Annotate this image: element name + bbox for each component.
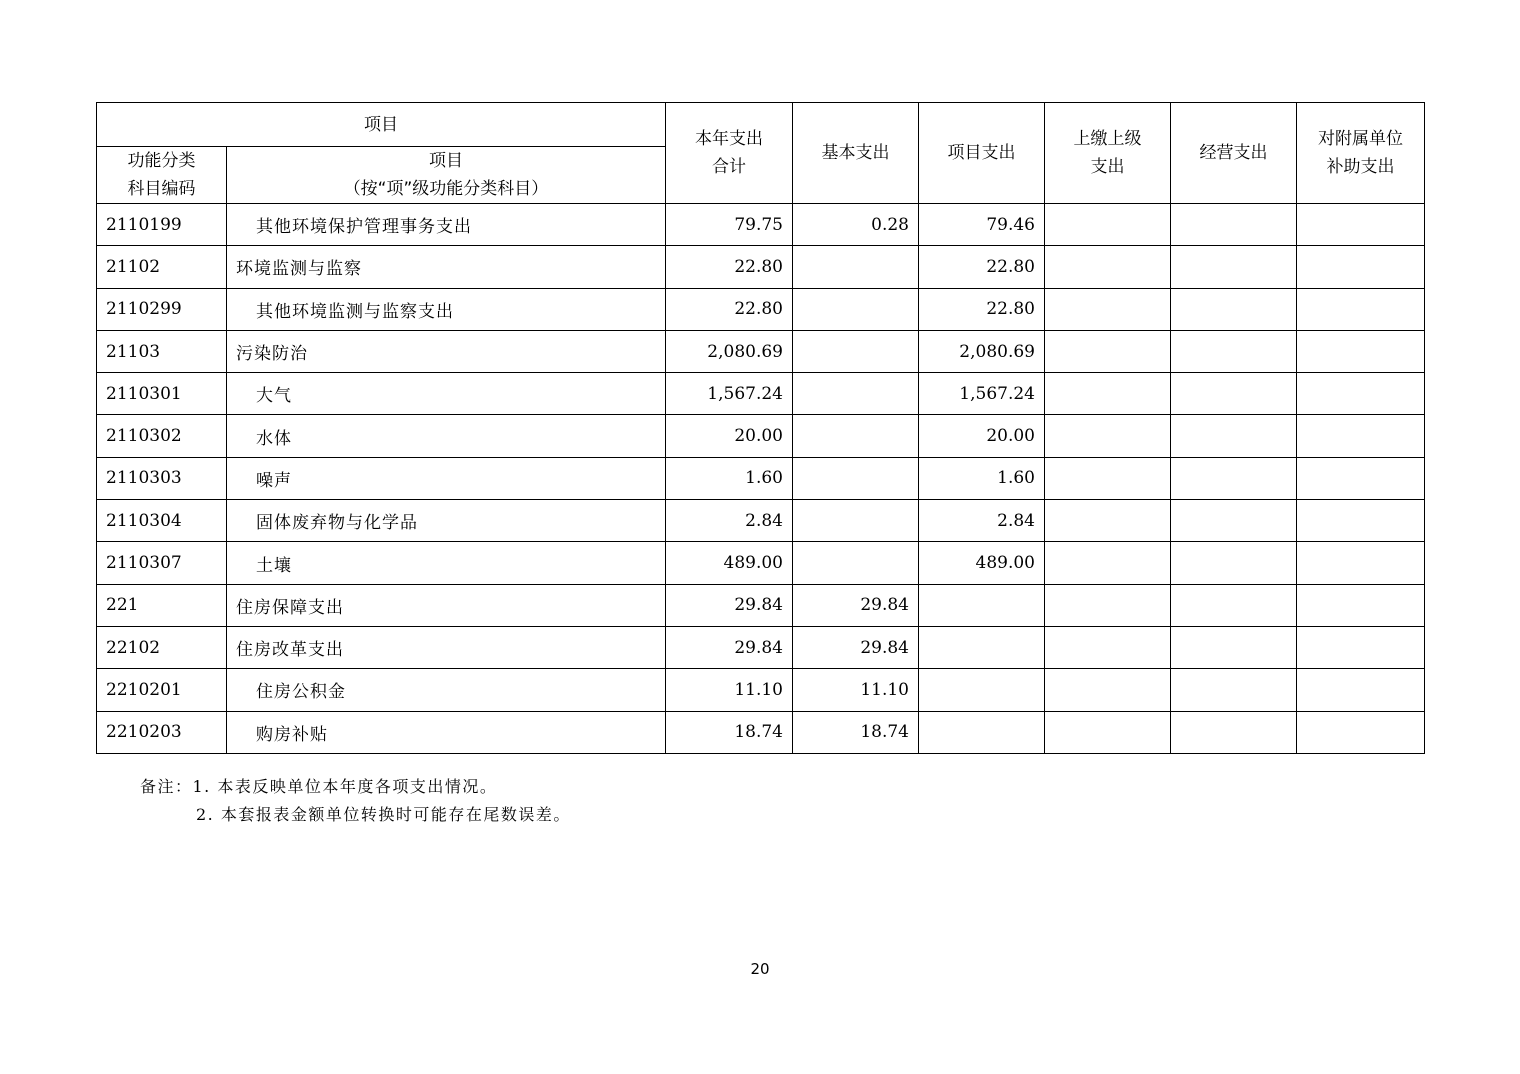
remark-line-1: 备注：1. 本表反映单位本年度各项支出情况。 bbox=[140, 777, 498, 796]
row-code: 2110307 bbox=[97, 542, 227, 584]
row-total: 18.74 bbox=[666, 711, 793, 753]
row-basic bbox=[793, 288, 919, 330]
row-upper bbox=[1045, 415, 1171, 457]
row-subsidy bbox=[1297, 500, 1425, 542]
header-basic: 基本支出 bbox=[793, 103, 919, 204]
row-business bbox=[1171, 457, 1297, 499]
header-project: 项目支出 bbox=[919, 103, 1045, 204]
row-business bbox=[1171, 669, 1297, 711]
row-subsidy bbox=[1297, 711, 1425, 753]
header-subsidy-line1: 对附属单位 bbox=[1318, 129, 1403, 149]
row-business bbox=[1171, 500, 1297, 542]
row-basic: 18.74 bbox=[793, 711, 919, 753]
row-project bbox=[919, 626, 1045, 668]
row-name: 住房改革支出 bbox=[227, 626, 666, 668]
page-number: 20 bbox=[750, 960, 770, 978]
row-business bbox=[1171, 584, 1297, 626]
row-business bbox=[1171, 330, 1297, 372]
row-name: 水体 bbox=[227, 415, 666, 457]
table-row bbox=[97, 246, 1425, 288]
row-code: 2110302 bbox=[97, 415, 227, 457]
row-total: 20.00 bbox=[666, 415, 793, 457]
row-upper bbox=[1045, 626, 1171, 668]
header-code bbox=[97, 147, 227, 204]
row-subsidy bbox=[1297, 246, 1425, 288]
row-upper bbox=[1045, 669, 1171, 711]
table-row bbox=[97, 457, 1425, 499]
table-row bbox=[97, 204, 1425, 246]
row-project: 1.60 bbox=[919, 457, 1045, 499]
header-name-line1: 项目 bbox=[429, 151, 463, 171]
row-subsidy bbox=[1297, 373, 1425, 415]
table-row bbox=[97, 415, 1425, 457]
row-subsidy bbox=[1297, 584, 1425, 626]
row-code: 2110304 bbox=[97, 500, 227, 542]
row-code: 22102 bbox=[97, 626, 227, 668]
row-name: 大气 bbox=[227, 373, 666, 415]
row-total: 22.80 bbox=[666, 246, 793, 288]
row-total: 2,080.69 bbox=[666, 330, 793, 372]
row-basic bbox=[793, 542, 919, 584]
row-name: 污染防治 bbox=[227, 330, 666, 372]
row-business bbox=[1171, 711, 1297, 753]
row-business bbox=[1171, 626, 1297, 668]
header-upper bbox=[1045, 103, 1171, 204]
row-subsidy bbox=[1297, 669, 1425, 711]
row-total: 11.10 bbox=[666, 669, 793, 711]
row-upper bbox=[1045, 288, 1171, 330]
row-name: 其他环境监测与监察支出 bbox=[227, 288, 666, 330]
row-total: 1.60 bbox=[666, 457, 793, 499]
row-subsidy bbox=[1297, 626, 1425, 668]
row-code: 2210203 bbox=[97, 711, 227, 753]
row-basic bbox=[793, 415, 919, 457]
row-subsidy bbox=[1297, 330, 1425, 372]
row-code: 21103 bbox=[97, 330, 227, 372]
row-upper bbox=[1045, 330, 1171, 372]
row-project bbox=[919, 711, 1045, 753]
remark-line-2: 2. 本套报表金额单位转换时可能存在尾数误差。 bbox=[196, 805, 571, 824]
row-business bbox=[1171, 204, 1297, 246]
row-subsidy bbox=[1297, 288, 1425, 330]
table-row bbox=[97, 669, 1425, 711]
header-name bbox=[227, 147, 666, 204]
header-total-line2: 合计 bbox=[712, 157, 746, 177]
row-total: 2.84 bbox=[666, 500, 793, 542]
row-project: 2,080.69 bbox=[919, 330, 1045, 372]
row-name: 噪声 bbox=[227, 457, 666, 499]
row-basic bbox=[793, 457, 919, 499]
table-row bbox=[97, 711, 1425, 753]
row-basic: 29.84 bbox=[793, 626, 919, 668]
table-row bbox=[97, 542, 1425, 584]
table-row bbox=[97, 584, 1425, 626]
table-row bbox=[97, 288, 1425, 330]
row-project: 2.84 bbox=[919, 500, 1045, 542]
row-project: 22.80 bbox=[919, 288, 1045, 330]
row-code: 2210201 bbox=[97, 669, 227, 711]
row-subsidy bbox=[1297, 204, 1425, 246]
row-basic bbox=[793, 246, 919, 288]
header-upper-line1: 上缴上级 bbox=[1073, 129, 1142, 149]
row-business bbox=[1171, 373, 1297, 415]
table-row bbox=[97, 500, 1425, 542]
row-upper bbox=[1045, 584, 1171, 626]
row-upper bbox=[1045, 457, 1171, 499]
remarks bbox=[140, 773, 571, 829]
row-code: 2110299 bbox=[97, 288, 227, 330]
header-business: 经营支出 bbox=[1171, 103, 1297, 204]
row-name: 环境监测与监察 bbox=[227, 246, 666, 288]
header-code-line1: 功能分类 bbox=[127, 151, 196, 171]
header-total-line1: 本年支出 bbox=[695, 129, 763, 149]
row-project bbox=[919, 584, 1045, 626]
row-code: 21102 bbox=[97, 246, 227, 288]
row-upper bbox=[1045, 204, 1171, 246]
row-code: 2110303 bbox=[97, 457, 227, 499]
row-subsidy bbox=[1297, 457, 1425, 499]
row-basic: 29.84 bbox=[793, 584, 919, 626]
row-name: 住房保障支出 bbox=[227, 584, 666, 626]
row-total: 29.84 bbox=[666, 584, 793, 626]
row-subsidy bbox=[1297, 415, 1425, 457]
table-row bbox=[97, 330, 1425, 372]
row-business bbox=[1171, 415, 1297, 457]
row-project: 20.00 bbox=[919, 415, 1045, 457]
header-project-group: 项目 bbox=[97, 103, 666, 147]
row-project: 22.80 bbox=[919, 246, 1045, 288]
row-total: 489.00 bbox=[666, 542, 793, 584]
expenditure-table bbox=[96, 102, 1425, 754]
row-basic bbox=[793, 373, 919, 415]
header-code-line2: 科目编码 bbox=[127, 179, 196, 199]
header-total bbox=[666, 103, 793, 204]
header-name-line2: （按“项”级功能分类科目） bbox=[343, 179, 549, 199]
row-name: 其他环境保护管理事务支出 bbox=[227, 204, 666, 246]
header-subsidy bbox=[1297, 103, 1425, 204]
row-basic: 11.10 bbox=[793, 669, 919, 711]
table-row bbox=[97, 373, 1425, 415]
row-upper bbox=[1045, 500, 1171, 542]
row-name: 购房补贴 bbox=[227, 711, 666, 753]
row-total: 22.80 bbox=[666, 288, 793, 330]
row-business bbox=[1171, 246, 1297, 288]
table-row bbox=[97, 626, 1425, 668]
row-total: 29.84 bbox=[666, 626, 793, 668]
row-business bbox=[1171, 288, 1297, 330]
row-name: 固体废弃物与化学品 bbox=[227, 500, 666, 542]
row-code: 2110199 bbox=[97, 204, 227, 246]
row-code: 221 bbox=[97, 584, 227, 626]
row-total: 1,567.24 bbox=[666, 373, 793, 415]
row-upper bbox=[1045, 711, 1171, 753]
row-business bbox=[1171, 542, 1297, 584]
row-project: 79.46 bbox=[919, 204, 1045, 246]
row-total: 79.75 bbox=[666, 204, 793, 246]
row-upper bbox=[1045, 542, 1171, 584]
row-name: 住房公积金 bbox=[227, 669, 666, 711]
row-project bbox=[919, 669, 1045, 711]
row-project: 489.00 bbox=[919, 542, 1045, 584]
header-subsidy-line2: 补助支出 bbox=[1326, 157, 1395, 177]
row-basic bbox=[793, 330, 919, 372]
row-basic: 0.28 bbox=[793, 204, 919, 246]
row-subsidy bbox=[1297, 542, 1425, 584]
header-upper-line2: 支出 bbox=[1090, 157, 1125, 177]
row-basic bbox=[793, 500, 919, 542]
row-upper bbox=[1045, 246, 1171, 288]
row-code: 2110301 bbox=[97, 373, 227, 415]
row-name: 土壤 bbox=[227, 542, 666, 584]
row-upper bbox=[1045, 373, 1171, 415]
row-project: 1,567.24 bbox=[919, 373, 1045, 415]
